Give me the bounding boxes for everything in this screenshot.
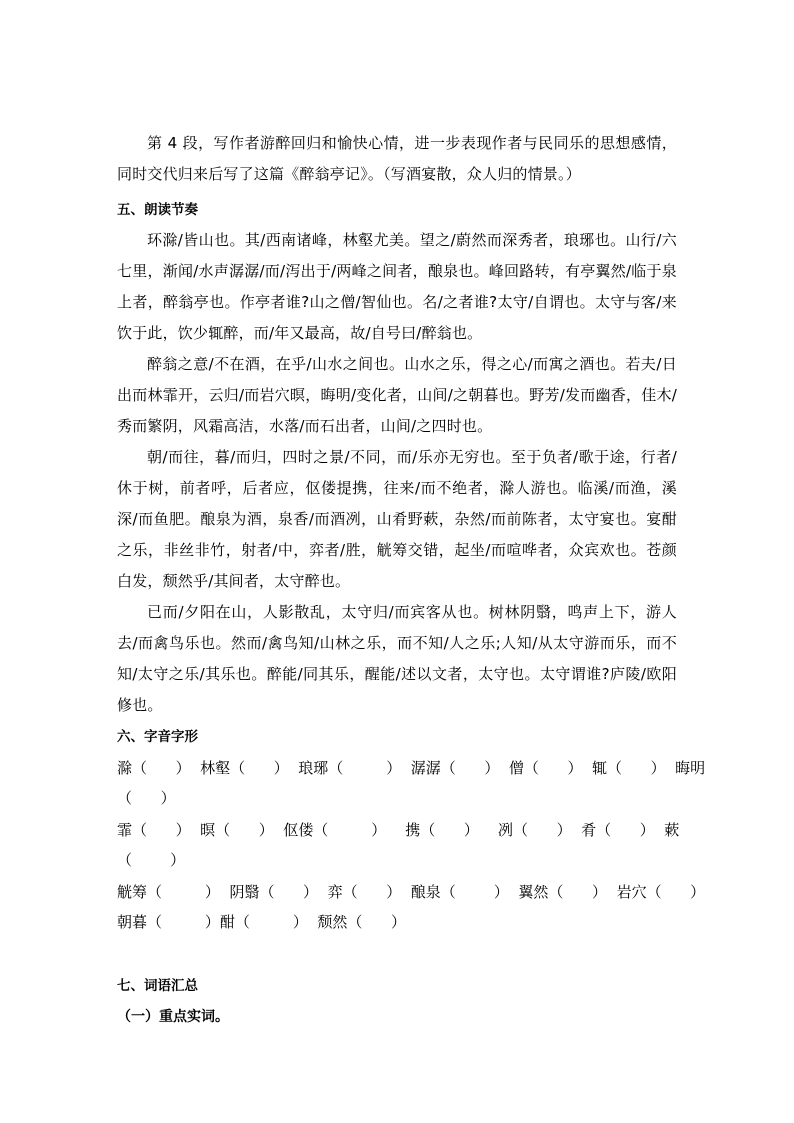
reading-rhythm-paragraph-1: 环滁/皆山也。其/西南诸峰，林壑尤美。望之/蔚然而深秀者，琅琊也。山行/六七里，渐闻/水声潺潺/而/泻出于/两峰之间者，酿泉也。峰回路转，有亭翼然/临于泉上者，醉翁亭也。作亭者谁?山之僧/智仙也。名/之者谁?太守/自谓也。太守与客/来饮于此，饮少辄醉，而/年又最高，故/自号曰/醉翁也。 — [117, 231, 677, 342]
pronunciation-line: 霏（ ） 暝（ ） 伛偻（ ） 携（ ） 冽（ ） 肴（ ） 蔌 — [117, 821, 680, 839]
reading-rhythm-paragraph-4: 已而/夕阳在山，人影散乱，太守归/而宾客从也。树林阴翳，鸣声上下，游人去/而禽鸟乐也。然而/禽鸟知/山林之乐，而不知/人之乐;人知/从太守游而乐，而不知/太守之乐/其乐也。醉能/同其乐，醒能/述以文者，太守也。太守谓谁?庐陵/欧阳修也。 — [117, 603, 677, 714]
reading-rhythm-paragraph-3: 朝/而往，暮/而归，四时之景/不同，而/乐亦无穷也。至于负者/歌于途，行者/休于树，前者呼，后者应，伛偻提携，往来/而不绝者，滁人游也。临溪/而渔，溪深/而鱼肥。酿泉为酒，泉香/而酒冽，山肴野蔌，杂然/而前陈者，太守宴也。宴酣之乐，非丝非竹，射者/中，弈者/胜，觥筹交错，起坐/而喧哗者，众宾欢也。苍颜白发，颓然乎/其间者，太守醉也。 — [117, 448, 677, 590]
reading-rhythm-paragraph-2: 醉翁之意/不在酒，在乎/山水之间也。山水之乐，得之心/而寓之酒也。若夫/日出而林霏开，云归/而岩穴暝，晦明/变化者，山间/之朝暮也。野芳/发而幽香，佳木/秀而繁阴，风霜高洁，水落/而石出者，山间/之四时也。 — [117, 355, 677, 435]
section-6-heading: 六、字音字形 — [117, 729, 198, 745]
pronunciation-line: （ ） — [117, 851, 186, 869]
pronunciation-line: 觥筹（ ） 阴翳（ ） 弈（ ） 酿泉（ ） 翼然（ ） 岩穴（ ） — [117, 883, 706, 901]
pronunciation-line: （ ） — [117, 789, 176, 807]
paragraph-4-summary: 第 4 段，写作者游醉回归和愉快心情，进一步表现作者与民同乐的思想感情，同时交代归来后写了这篇《醉翁亭记》。（写酒宴散，众人归的情景。） — [117, 134, 677, 183]
pronunciation-line: 滁（ ） 林壑（ ） 琅琊（ ） 潺潺（ ） 僧（ ） 辄（ ） 晦明 — [117, 759, 706, 777]
section-7-subheading: （一）重点实词。 — [117, 1009, 229, 1025]
section-5-heading: 五、朗读节奏 — [117, 202, 198, 218]
pronunciation-line: 朝暮（ ）酣（ ） 颓然（ ） — [117, 913, 406, 931]
section-7-heading: 七、词语汇总 — [117, 978, 198, 994]
